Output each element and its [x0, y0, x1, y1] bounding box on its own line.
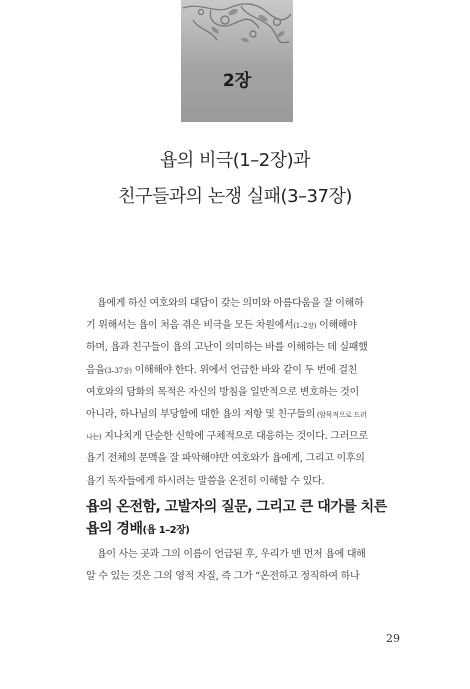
- section-heading-line-1: 욥의 온전함, 고발자의 질문, 그리고 큰 대가를 치른: [86, 499, 387, 515]
- section-heading-reference: (욥 1–2장): [142, 525, 190, 536]
- chapter-label: 2장: [222, 71, 252, 91]
- chapter-tab: [181, 0, 293, 122]
- chapter-title-line-1: 욥의 비극(1–2장)과: [160, 150, 310, 171]
- text-line: 욥기 독자들에게 하시려는 말씀을 온전히 이해할 수 있다.: [86, 475, 325, 487]
- text-line: 하며, 욥과 친구들이 욥의 고난이 의미하는 바를 이해하는 데 실패했: [86, 342, 368, 354]
- reference-note: (3–37장): [104, 366, 132, 375]
- text-line: 나는) 지나치게 단순한 신학에 구체적으로 대응하는 것이다. 그러므로: [86, 431, 368, 443]
- section-paragraph: [86, 544, 398, 588]
- page-number: 29: [386, 632, 400, 645]
- text-line: 욥이 사는 곳과 그의 이름이 언급된 후, 우리가 맨 먼저 욥에 대해: [97, 549, 366, 560]
- text-line: 음을(3–37장) 이해해야 한다. 위에서 언급한 바와 같이 두 번에 걸친: [86, 364, 358, 376]
- section-heading-line-2: 욥의 경배(욥 1–2장): [86, 521, 190, 537]
- text-line: 아니라, 하나님의 부당함에 대한 욥의 저항 및 친구들의 (암묵적으로 드러: [86, 408, 367, 420]
- text-line: 알 수 있는 것은 그의 영적 자질, 즉 그가 “온전하고 정직하여 하나: [86, 571, 360, 583]
- chapter-title-line-2: 친구들과의 논쟁 실패(3–37장): [118, 186, 352, 207]
- floral-ornament-icon: [181, 0, 293, 60]
- text-line: 여호와의 담화의 목적은 자신의 방침을 일반적으로 변호하는 것이: [86, 386, 359, 398]
- section-heading: [86, 496, 398, 542]
- text-line: 욥에게 하신 여호와의 대답이 갖는 의미와 아름다움을 잘 이해하: [97, 298, 364, 309]
- text-line: 욥기 전체의 문맥을 잘 파악해야만 여호와가 욥에게, 그리고 이후의: [86, 453, 365, 465]
- reference-note: 나는): [86, 433, 102, 442]
- reference-note: (암묵적으로 드러: [314, 410, 367, 419]
- text-line: 기 위해서는 욥이 처음 겪은 비극을 모든 차원에서(1–2장) 이해해야: [86, 320, 357, 332]
- intro-paragraph: [86, 293, 398, 493]
- reference-note: (1–2장): [293, 322, 317, 331]
